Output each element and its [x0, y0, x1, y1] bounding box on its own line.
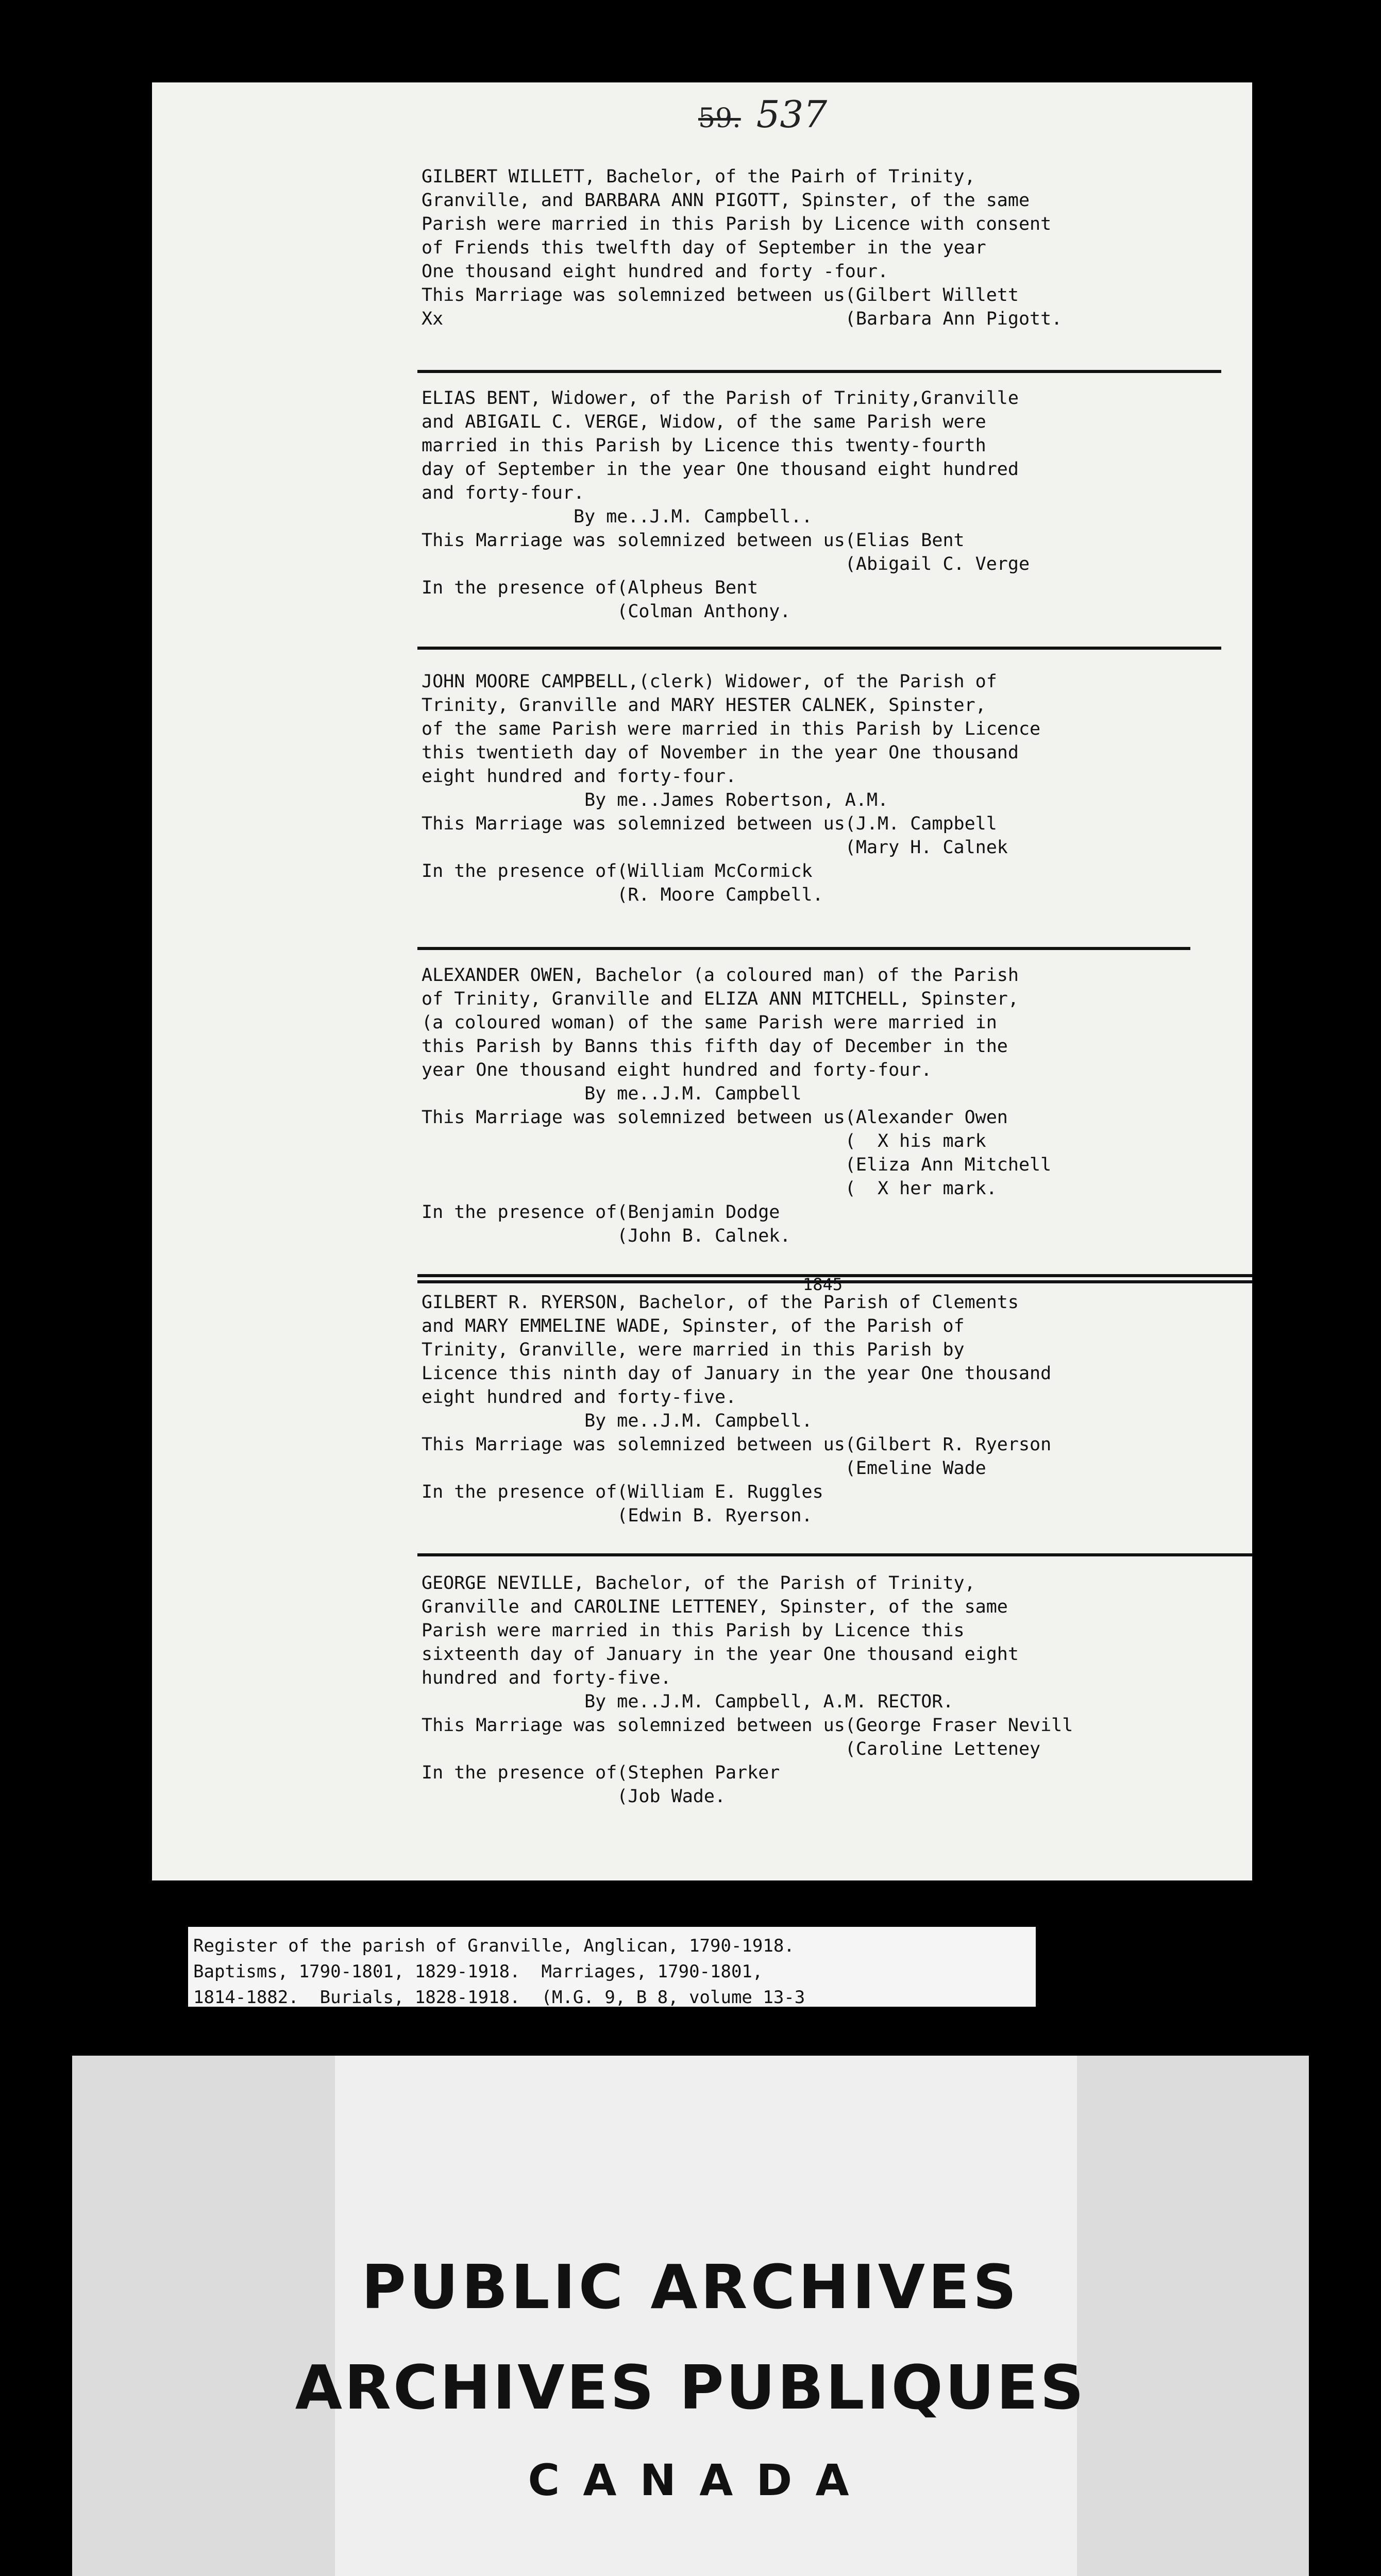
entry-line: This Marriage was solemnized between us(J.M. Campbell [422, 814, 997, 834]
entry-line: Parish were married in this Parish by Licence with consent [422, 214, 1052, 234]
entry-line: By me..J.M. Campbell. [422, 1411, 813, 1431]
entry-line: (R. Moore Campbell. [422, 885, 823, 905]
label-line: 1814-1882. Burials, 1828-1918. (M.G. 9, B 8, volume 13-3 [193, 1987, 805, 2008]
entry-line: year One thousand eight hundred and forty-four. [422, 1060, 932, 1080]
label-line: Register of the parish of Granville, Anglican, 1790-1918. [193, 1936, 795, 1956]
marriage-entry-ryerson [422, 1275, 1246, 1528]
entry-line: hundred and forty-five. [422, 1668, 671, 1688]
entry-line: (Eliza Ann Mitchell [422, 1155, 1052, 1175]
marriage-entry-campbell [422, 670, 1246, 907]
register-page [152, 82, 1252, 1880]
entry-line: eight hundred and forty-four. [422, 766, 737, 787]
entry-line: By me..James Robertson, A.M. [422, 790, 889, 810]
entry-line: By me..J.M. Campbell.. [422, 506, 813, 527]
entry-line: One thousand eight hundred and forty -four. [422, 261, 889, 282]
entry-line: of Trinity, Granville and ELIZA ANN MITCHELL, Spinster, [422, 989, 1019, 1009]
entry-line: (Mary H. Calnek [422, 837, 1008, 858]
entry-line: This Marriage was solemnized between us(Alexander Owen [422, 1107, 1008, 1128]
entry-line: By me..J.M. Campbell [422, 1083, 802, 1104]
entry-line: GILBERT WILLETT, Bachelor, of the Pairh of Trinity, [422, 166, 975, 187]
entry-line: JOHN MOORE CAMPBELL,(clerk) Widower, of the Parish of [422, 671, 997, 692]
entry-line: (Edwin B. Ryerson. [422, 1505, 813, 1526]
archive-line-english: PUBLIC ARCHIVES [361, 2251, 1020, 2323]
separator-rule [417, 647, 1221, 650]
entry-line: This Marriage was solemnized between us(George Fraser Nevill [422, 1715, 1073, 1736]
separator-rule [417, 947, 1190, 950]
entry-line: ALEXANDER OWEN, Bachelor (a coloured man) of the Parish [422, 965, 1019, 986]
entry-line: This Marriage was solemnized between us(Gilbert R. Ryerson [422, 1434, 1052, 1455]
entry-line: ELIAS BENT, Widower, of the Parish of Trinity,Granville [422, 388, 1019, 409]
entry-line: (Emeline Wade [422, 1458, 986, 1479]
margin-year: 1845 [803, 1275, 843, 1294]
archive-line-canada: C A N A D A [528, 2455, 853, 2505]
marriage-entry-owen [422, 963, 1246, 1248]
entry-line: married in this Parish by Licence this twenty-fourth [422, 435, 986, 456]
entry-line: In the presence of(Stephen Parker [422, 1762, 780, 1783]
entry-line: Licence this ninth day of January in the year One thousand [422, 1363, 1052, 1384]
entry-line: In the presence of(William E. Ruggles [422, 1482, 823, 1502]
marriage-entry-neville [422, 1571, 1246, 1808]
entry-line: (John B. Calnek. [422, 1226, 791, 1246]
current-page-number: 537 [756, 93, 828, 136]
entry-line: In the presence of(Benjamin Dodge [422, 1202, 780, 1223]
marriage-entry-willett [422, 165, 1246, 331]
struck-page-number: 59. [698, 103, 741, 134]
entry-line: and MARY EMMELINE WADE, Spinster, of the Parish of [422, 1316, 965, 1336]
entry-line: Granville and CAROLINE LETTENEY, Spinster, of the same [422, 1597, 1008, 1617]
separator-rule [417, 370, 1221, 373]
entry-line: day of September in the year One thousand eight hundred [422, 459, 1019, 480]
entry-line: ( X her mark. [422, 1178, 997, 1199]
archive-card [72, 2056, 1309, 2576]
entry-line: and ABIGAIL C. VERGE, Widow, of the same Parish were [422, 412, 986, 432]
entry-line: This Marriage was solemnized between us(Gilbert Willett [422, 285, 1019, 306]
entry-line: and forty-four. [422, 483, 585, 503]
entry-line: ( X his mark [422, 1131, 986, 1151]
marriage-entry-bent [422, 386, 1246, 623]
entry-line: sixteenth day of January in the year One thousand eight [422, 1644, 1019, 1665]
entry-line: this twentieth day of November in the year One thousand [422, 742, 1019, 763]
entry-line: (Abigail C. Verge [422, 554, 1030, 574]
entry-line: GILBERT R. RYERSON, Bachelor, of the Parish of Clements [422, 1292, 1019, 1313]
entry-line: (Caroline Letteney [422, 1739, 1041, 1759]
entry-line: Xx (Barbara Ann Pigott. [422, 309, 1063, 329]
entry-line: In the presence of(William McCormick [422, 861, 813, 882]
entry-line: (a coloured woman) of the same Parish were married in [422, 1012, 997, 1033]
entry-line: Trinity, Granville and MARY HESTER CALNEK, Spinster, [422, 695, 986, 716]
label-line: Baptisms, 1790-1801, 1829-1918. Marriages, 1790-1801, [193, 1961, 763, 1982]
entry-line: (Job Wade. [422, 1786, 726, 1807]
archive-line-french: ARCHIVES PUBLIQUES [295, 2352, 1086, 2423]
entry-line: of Friends this twelfth day of September in the year [422, 238, 986, 258]
register-label [188, 1927, 1036, 2007]
entry-line: In the presence of(Alpheus Bent [422, 578, 759, 598]
entry-line: GEORGE NEVILLE, Bachelor, of the Parish of Trinity, [422, 1573, 975, 1594]
entry-line: of the same Parish were married in this Parish by Licence [422, 719, 1041, 739]
entry-line: By me..J.M. Campbell, A.M. RECTOR. [422, 1691, 954, 1712]
entry-line: eight hundred and forty-five. [422, 1387, 737, 1408]
entry-line: Granville, and BARBARA ANN PIGOTT, Spinster, of the same [422, 190, 1030, 211]
separator-rule [417, 1553, 1252, 1556]
entry-line: Trinity, Granville, were married in this Parish by [422, 1340, 965, 1360]
page-number [698, 93, 827, 136]
entry-line: this Parish by Banns this fifth day of December in the [422, 1036, 1008, 1057]
entry-line: (Colman Anthony. [422, 601, 791, 622]
entry-line: Parish were married in this Parish by Licence this [422, 1620, 965, 1641]
entry-line: This Marriage was solemnized between us(Elias Bent [422, 530, 965, 551]
